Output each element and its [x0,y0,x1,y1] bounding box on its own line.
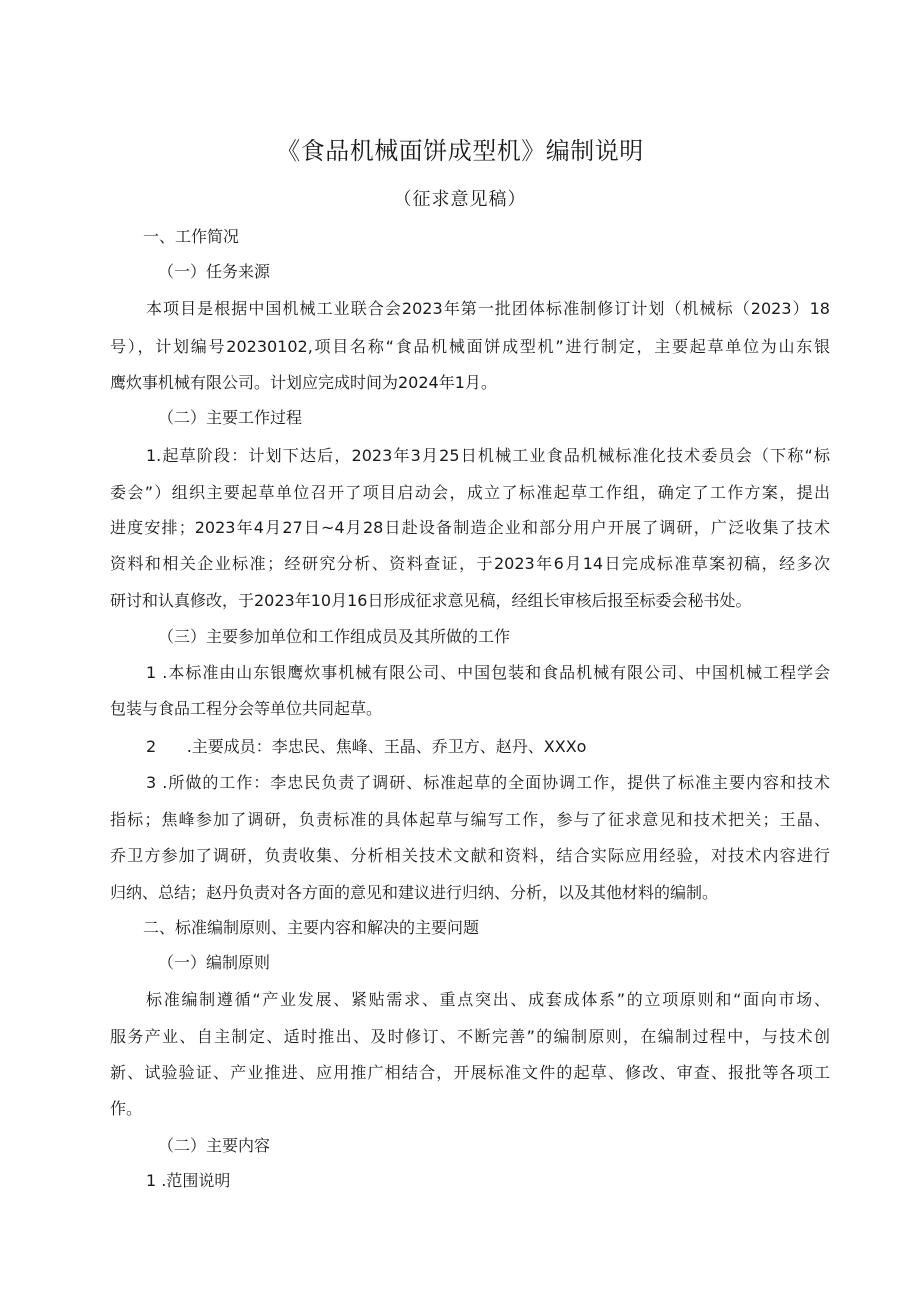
document-title: 《食品机械面饼成型机》编制说明 [276,137,644,165]
paragraph-line: 指标；焦峰参加了调研，负责标准的具体起草与编写工作，参与了征求意见和技术把关；王晶、 [110,810,830,829]
paragraph-line: 3 .所做的工作：李忠民负责了调研、标准起草的全面协调工作，提供了标准主要内容和技术 [146,773,830,792]
paragraph-line: 鹰炊事机械有限公司。计划应完成时间为2024年1月。 [110,373,497,392]
paragraph-line: 1.起草阶段：计划下达后，2023年3月25日机械工业食品机械标准化技术委员会（下称“标 [146,446,830,465]
subsection-heading: （一）编制原则 [158,953,271,972]
paragraph-line: 1 .范围说明 [146,1171,231,1190]
paragraph-line: 服务产业、自主制定、适时推出、及时修订、不断完善”的编制原则，在编制过程中，与技术创 [110,1027,830,1046]
subsection-heading: （二）主要内容 [158,1136,271,1155]
paragraph-line: 1 .本标准由山东银鹰炊事机械有限公司、中国包装和食品机械有限公司、中国机械工程学会 [146,663,830,682]
paragraph-line: 乔卫方参加了调研，负责收集、分析相关技术文献和资料，结合实际应用经验，对技术内容进行 [110,846,830,865]
subsection-heading: （三）主要参加单位和工作组成员及其所做的工作 [158,627,511,646]
section-heading: 一、工作简况 [143,227,240,246]
paragraph-line: 2 .主要成员：李忠民、焦峰、王晶、乔卫方、赵丹、XXXo [146,737,587,756]
subsection-heading: （一）任务来源 [158,262,271,281]
paragraph-line: 进度安排；2023年4月27日~4月28日赴设备制造企业和部分用户开展了调研，广泛收集了技术 [110,518,830,537]
paragraph-line: 本项目是根据中国机械工业联合会2023年第一批团体标准制修订计划（机械标（2023）18 [146,299,830,318]
document-subtitle: （征求意见稿） [393,189,527,210]
paragraph-line: 包装与食品工程分会等单位共同起草。 [110,699,383,718]
subsection-heading: （二）主要工作过程 [158,408,303,427]
paragraph-line: 号），计划编号20230102,项目名称“食品机械面饼成型机”进行制定，主要起草单位为山东银 [110,337,830,356]
paragraph-line: 委会”）组织主要起草单位召开了项目启动会，成立了标准起草工作组，确定了工作方案，提出 [110,483,830,502]
paragraph-line: 研讨和认真修改，于2023年10月16日形成征求意见稿，经组长审核后报至标委会秘书处。 [110,591,752,610]
section-heading: 二、标准编制原则、主要内容和解决的主要问题 [143,918,480,937]
paragraph-line: 标准编制遵循“产业发展、紧贴需求、重点突出、成套成体系”的立项原则和“面向市场、 [146,990,830,1009]
paragraph-line: 归纳、总结；赵丹负责对各方面的意见和建议进行归纳、分析，以及其他材料的编制。 [110,883,719,902]
paragraph-line: 资料和相关企业标准；经研究分析、资料查证，于2023年6月14日完成标准草案初稿，经多次 [110,554,830,573]
paragraph-line: 新、试验验证、产业推进、应用推广相结合，开展标准文件的起草、修改、审查、报批等各项工 [110,1063,830,1082]
paragraph-line: 作。 [110,1099,143,1118]
